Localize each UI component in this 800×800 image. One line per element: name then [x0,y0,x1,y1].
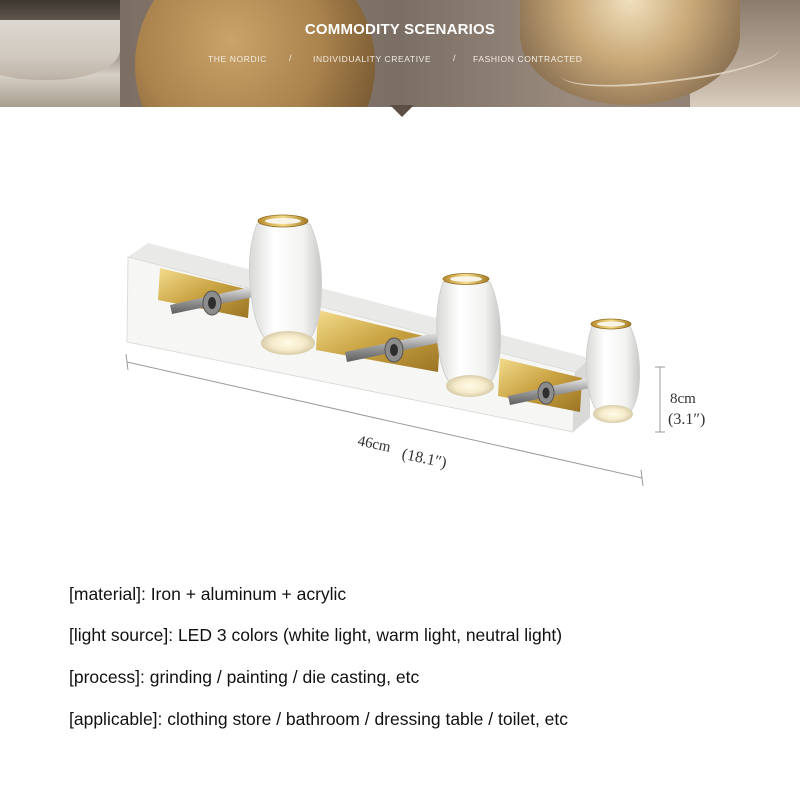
spec-material: [material]: Iron + aluminum + acrylic [69,584,347,604]
banner-title: COMMODITY SCENARIOS [304,21,496,38]
spec-applicable: [applicable]: clothing store / bathroom / dressing table / toilet, etc [69,709,569,729]
banner-tag-creative: INDIVIDUALITY CREATIVE [313,54,432,64]
height-cm-label: 8cm [670,391,696,407]
product-illustration [0,120,800,510]
height-inch-label: (3.1″) [668,411,706,428]
banner-pointer-icon [390,105,414,117]
banner-tag-contracted: FASHION CONTRACTED [473,54,583,64]
height-dimension-line [655,367,665,432]
width-cm-label: 46cm [356,433,393,456]
banner-separator: / [453,53,456,63]
banner-tag-nordic: THE NORDIC [208,54,267,64]
wall-lamp-drawing [0,120,800,510]
banner-separator: / [289,53,292,63]
scenario-banner [0,0,800,107]
banner-text-layer [0,0,800,107]
spec-light-source: [light source]: LED 3 colors (white light, warm light, neutral light) [69,625,563,645]
width-inch-label: (18.1″) [400,445,449,472]
spec-process: [process]: grinding / painting / die casting, etc [69,667,420,687]
lamp-shade-right [586,319,639,423]
